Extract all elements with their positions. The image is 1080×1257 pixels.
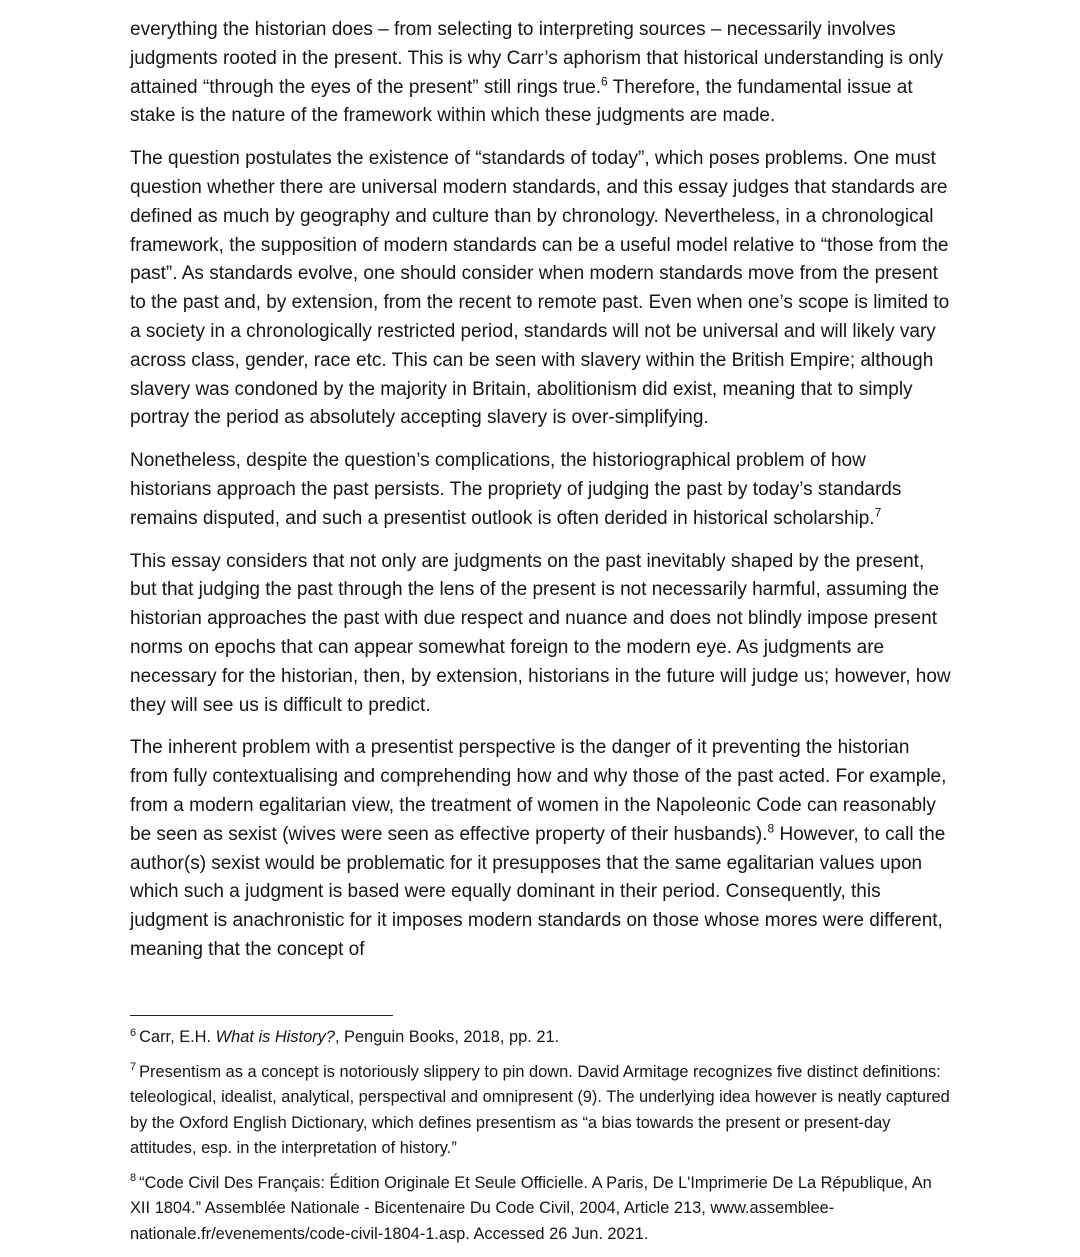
- paragraph-text: The question postulates the existence of “standards of today”, which poses problems. One must question whether there are universal modern standards, and this essay judges that standards are defined as much by geography and culture than by chronology. Nevertheless, in a chronological framework, the supposition of modern standards can be a useful model relative to “those from the past”. As standards evolve, one should consider when modern standards move from the present to the past and, by extension, from the recent to remote past. Even when one’s scope is limited to a society in a chronologically restricted period, standards will not be universal and will likely vary across class, gender, race etc. This can be seen with slavery within the British Empire; although slavery was condoned by the majority in Britain, abolitionism did exist, meaning that to simply portray the period as absolutely accepting slavery is over-simplifying.: [130, 148, 950, 429]
- footnote-number: 6: [130, 1026, 137, 1039]
- paragraph-text: This essay considers that not only are judgments on the past inevitably shaped by the present, but that judging the past through the lens of the present is not necessarily harmful, assuming the historian approaches the past with due respect and nuance and does not blindly impose present norms on epochs that can appear somewhat foreign to the modern eye. As judgments are necessary for the historian, then, by extension, historians in the future will judge us; however, how they will see us is difficult to predict.: [130, 550, 951, 716]
- essay-body: [130, 16, 952, 979]
- paragraph-4: [130, 548, 952, 721]
- footnote-7: [130, 1060, 952, 1162]
- paragraph-text: The inherent problem with a presentist perspective is the danger of it preventing the historian from fully contextualising and comprehending how and why those of the past acted. For example, from a modern egalitarian view, the treatment of women in the Napoleonic Code can reasonably be seen as sexist (wives were seen as effective property of their husbands).: [130, 737, 947, 845]
- footnote-ref-8[interactable]: 8: [767, 821, 775, 836]
- book-title: What is History?: [215, 1028, 335, 1046]
- paragraph-2: [130, 145, 952, 433]
- paragraph-text: Nonetheless, despite the question’s complications, the historiographical problem of how historians approach the past persists. The propriety of judging the past by today’s standards remains disputed, and such a presentist outlook is often derided in historical scholarship.: [130, 450, 902, 529]
- footnote-text: Presentism as a concept is notoriously slippery to pin down. David Armitage recognizes five distinct definitions: teleological, idealist, analytical, perspectival and omnipresent (9). The underlying idea however is neatly captured by the Oxford English Dictionary, which defines presentism as “a bias towards the present or present-day attitudes, esp. in the interpretation of history.”: [130, 1062, 950, 1157]
- footnote-text: Carr, E.H.: [139, 1028, 216, 1046]
- footnotes: [130, 1025, 952, 1256]
- footnote-text: “Code Civil Des Français: Édition Originale Et Seule Officielle. A Paris, De L'Imprimerie De La République, An XII 1804.” Assemblée Nationale - Bicentenaire Du Code Civil, 2004, Article 213, www.assemblee- nationale.fr/evenements/code-civil-1804-1.asp. Accessed 26 Jun. 2021.: [130, 1173, 932, 1243]
- footnote-ref-7[interactable]: 7: [874, 505, 882, 520]
- paragraph-text: However, to call the author(s) sexist would be problematic for it presupposes that the same egalitarian values upon which such a judgment is based were equally dominant in their period. Consequently, this judgment is anachronistic for it imposes modern standards on those whose mores were different, meaning that the concept of: [130, 823, 946, 960]
- footnote-number: 8: [130, 1172, 137, 1185]
- footnote-ref-6[interactable]: 6: [601, 74, 608, 89]
- paragraph-text: Therefore, the fundamental issue at stake is the nature of the framework within which these judgments are made.: [130, 76, 913, 127]
- paragraph-5: [130, 734, 952, 964]
- footnote-divider: [130, 1015, 393, 1016]
- footnote-text: , Penguin Books, 2018, pp. 21.: [334, 1028, 560, 1046]
- paragraph-1: [130, 16, 952, 131]
- footnote-8: [130, 1171, 952, 1248]
- paragraph-text: everything the historian does – from selecting to interpreting sources – necessarily involves judgments rooted in the present. This is why Carr’s aphorism that historical understanding is only attained “through the eyes of the present” still rings true.: [130, 19, 944, 98]
- paragraph-3: [130, 447, 952, 533]
- footnote-number: 7: [130, 1061, 137, 1074]
- footnote-6: [130, 1025, 952, 1051]
